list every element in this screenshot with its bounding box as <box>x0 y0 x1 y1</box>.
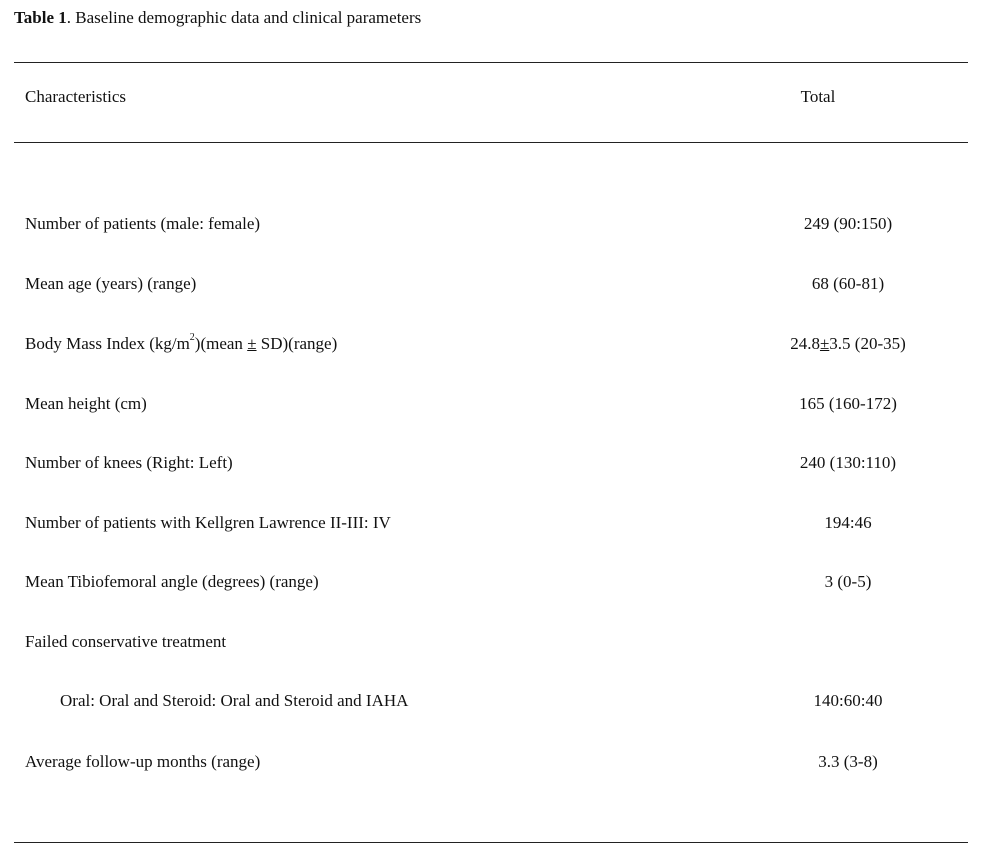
row-label-bmi <box>25 333 337 355</box>
bmi-label-mid: )(mean <box>194 334 248 353</box>
row-label-kellgren-lawrence: Number of patients with Kellgren Lawrence II-III: IV <box>25 513 391 532</box>
row-value-average-follow-up: 3.3 (3-8) <box>818 752 878 771</box>
bmi-value-pre: 24.8 <box>790 334 820 353</box>
row-value-number-of-patients: 249 (90:150) <box>803 214 893 233</box>
row-label-average-follow-up: Average follow-up months (range) <box>25 752 261 771</box>
row-value-oral-steroid-iaha: 140:60:40 <box>813 691 883 710</box>
row-label-oral-steroid-iaha: Oral: Oral and Steroid: Oral and Steroid and IAHA <box>60 691 409 710</box>
row-value-mean-age: 68 (60-81) <box>811 274 885 293</box>
row-label-tibiofemoral-angle: Mean Tibiofemoral angle (degrees) (range) <box>25 572 319 591</box>
bmi-value-post: 3.5 (20-35) <box>829 334 906 353</box>
row-value-tibiofemoral-angle: 3 (0-5) <box>824 572 872 591</box>
table-caption-text: . Baseline demographic data and clinical parameters <box>66 8 422 27</box>
row-value-number-of-knees: 240 (130:110) <box>799 453 897 472</box>
bmi-label-pm: ± <box>247 334 257 353</box>
row-value-mean-height: 165 (160-172) <box>799 394 897 413</box>
row-value-kellgren-lawrence: 194:46 <box>824 513 872 532</box>
row-label-failed-conservative-treatment: Failed conservative treatment <box>25 632 227 651</box>
bmi-label-post: SD)(range) <box>256 334 338 353</box>
bmi-value-pm: ± <box>819 334 830 353</box>
row-value-bmi <box>738 333 958 355</box>
bmi-label-sup: 2 <box>189 332 195 344</box>
column-header-total: Total <box>800 87 836 106</box>
table-caption <box>14 7 421 29</box>
row-label-number-of-knees: Number of knees (Right: Left) <box>25 453 233 472</box>
row-label-number-of-patients: Number of patients (male: female) <box>25 214 261 233</box>
table-bottom-rule <box>14 842 968 843</box>
row-label-mean-height: Mean height (cm) <box>25 394 147 413</box>
table-caption-label: Table 1 <box>14 8 67 27</box>
bmi-label-pre: Body Mass Index (kg/m <box>25 334 190 353</box>
table-top-rule <box>14 62 968 63</box>
row-label-mean-age: Mean age (years) (range) <box>25 274 197 293</box>
column-header-characteristics: Characteristics <box>25 87 127 106</box>
table-header-rule <box>14 142 968 143</box>
